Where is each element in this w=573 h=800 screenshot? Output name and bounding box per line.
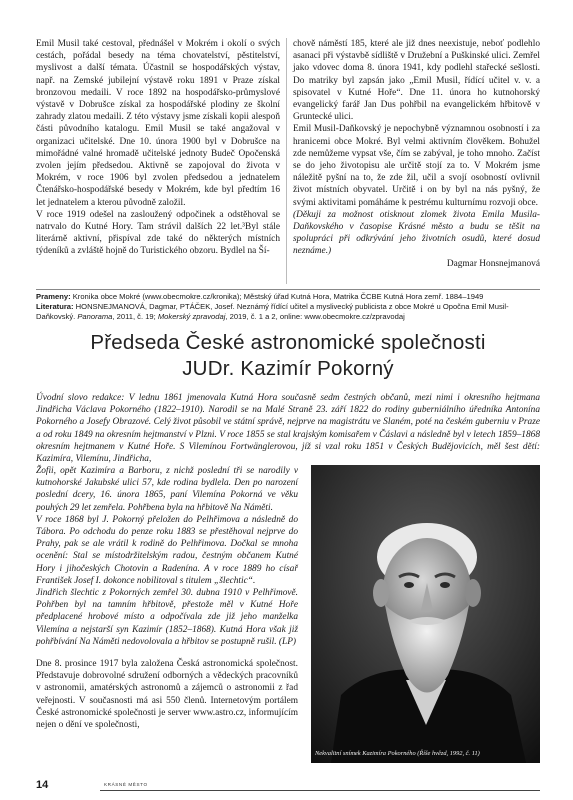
column-1 [36, 38, 280, 258]
editorial-intro: Úvodní slovo redakce: V lednu 1861 jmenovala Kutná Hora současně sedm čestných občanů, mezi nimi i okresního hejtmana Jindřicha Václava Pokorného (1822–1910). Narodil se na Malé Straně 23. září 1822 do rodiny guberniálního úředníka Antonína Pokorného a Josefy Obrazové. Celý život působil ve státní správě, nejprve na magistrátu ve Slaném, poté na českém guberniu v Praze a od roku 1849 na okresním hejtmanství v Plzni. V roce 1855 se stal krajským komisařem v Čáslavi a následně byl v letech 1859–1868 okresním hejtmanem v Kutné Hoře. S Vilemínou Fortwänglerovou, jíž si vzal roku 1851 v Českých Budějovicích, měl šest dětí: Kazimíra, Vilemínu, Jindřicha, [36, 393, 540, 465]
signature: Dagmar Honsnejmanová [446, 258, 540, 269]
column2-paragraph-1: chově náměstí 185, které ale již dnes neexistuje, neboť podlehlo asanaci při výstavbě sídliště v Družební a Puškinské ulici. Zemřel jako vdovec doma 8. února 1941, kdy podlehl stařecké sešlosti. Do matriky byl zapsán jako „Emil Musil, řídící učitel v. v. a spisovatel v Kutné Hoře“. Dne 11. února ho kutnohorský evangelický farář Jan Dus pohřbil na evangelickém hřbitově v Gruntecké ulici. [293, 39, 540, 123]
intro-continued-2: V roce 1868 byl J. Pokorný přeložen do Pelhřimova a následně do Tábora. Po odchodu do penze roku 1883 se přestěhoval nejprve do Prahy, pak se ale vrátil k rodině do Pelhřimova. Dočkal se mnoha ocenění: Stal se místodržitelským radou, čestným občanem Kutné Hory i jihočeských Chotovin a Radenína. A v roce 1889 ho císař František Josef I. dokonce nobilitoval s titulem „šlechtic“. [36, 514, 298, 586]
literatura-line [36, 302, 540, 322]
column2-paragraph-2: Emil Musil-Daňkovský je nepochybně významnou osobností i za hranicemi obce Mokré. Byl velmi aktivním člověkem. Bohužel zde nemůžeme vypsat vše, čím se zabýval, je toho mnoho. Začíst se do jeho životopisu ale určitě stojí za to. V Mokrém jsme náležitě pyšní na to, že zde žil, učil a svojí osobností ovlivnil život místních obyvatel. Určitě i on by byl na nás pyšný, že svými aktivitami pomáháme k pestrému kulturnímu rozvoji obce. [293, 124, 540, 208]
prameny-label: Prameny: [36, 292, 71, 301]
italic-note: (Děkuji za možnost otisknout zlomek života Emila Musila-Daňkovského v časopise Krásné město a budu se těšit na spolupráci při odkrývání jeho životních osudů, které dosud neznáme.) [293, 209, 540, 257]
literatura-label: Literatura: [36, 302, 74, 312]
intro-continued-1: Žofii, opět Kazimíra a Barboru, z nichž poslední tři se narodily v kutnohorské Jakubské ulici 57, kde rodina bydlela. Den po narození poslední dcery, 16. února 1865, paní Vilemína Pokorná ve věku pouhých 29 let zemřela. Pohřbena byla na hřbitově Na Náměti. [36, 466, 298, 513]
photo-caption: Nekvalitní snímek Kazimíra Pokorného (Říše hvězd, 1992, č. 11) [315, 750, 480, 757]
article-title [36, 330, 540, 382]
prameny-line [36, 292, 540, 302]
footer-rule [100, 790, 540, 791]
literatura-panorama: Panorama [77, 312, 113, 322]
column-divider [286, 38, 287, 284]
literatura-text-2: , 2011, č. 19; [112, 312, 158, 322]
section-divider [36, 289, 540, 290]
page-number: 14 [36, 779, 49, 791]
portrait-photo [311, 465, 540, 763]
prameny-text: Kronika obce Mokré (www.obecmokre.cz/kronika); Městský úřad Kutná Hora, Matrika ČCBE Kutná Hora zemř. 1884–1949 [70, 292, 484, 301]
sources-block [36, 292, 540, 323]
literatura-text-3: , 2019, č. 1 a 2, online: www.obecmokre.cz/zpravodaj [225, 312, 405, 322]
title-line-1: Předseda České astronomické společnosti [90, 331, 486, 354]
portrait-image [311, 465, 540, 763]
literatura-zpravodaj: Mokerský zpravodaj [157, 312, 226, 322]
title-line-2: JUDr. Kazimír Pokorný [182, 357, 394, 380]
intro-continued-3: Jindřich šlechtic z Pokorných zemřel 30. dubna 1910 v Pelhřimově. Pohřben byl na tamním hřbitově, přestože měl v Kutné Hoře předplacené hrobové místo a odpočívala zde již jeho manželka Vilemína a nejstarší syn Kazimír (1852–1868). Kutná Hora však již pohřbívání Na Náměti nedovolovala a hřbitov se postupně rušil. (LP) [36, 588, 298, 647]
column1-paragraph-2: V roce 1919 odešel na zasloužený odpočinek a odstěhoval se natrvalo do Kutné Hory. Tam strávil dalších 22 let.³Byl stále literárně aktivní, přispíval zde také do některých místních týdeníků a zvláště hojně do Turistického obzoru. Bydlel na Ší- [36, 209, 280, 257]
literatura-text: HONSNEJMANOVÁ, Dagmar, PTÁČEK, Josef. Neznámý řídící učitel a myslivecký publicista z obce Mokré u Opočna Emil Musil-Daňkovský. [36, 302, 509, 322]
running-head: KRÁSNÉ MĚSTO [104, 782, 148, 787]
column1-paragraph-1: Emil Musil také cestoval, přednášel v Mokrém i okolí o svých cestách, pořádal besedy na téma chovatelství, pěstitelství, myslivost a další témata. Účastnil se hospodářských výstav, např. na Zemské jubilejní výstavě roku 1891 v Praze získal bronzovou medaili. V roce 1892 na hospodářsko-průmyslové výstavě v Dobrušce získal za hospodářské plodiny ze školní zahrady zlatou medaili. Z této výstavy jsme získali kopii alespoň části původního katalogu. Emil Musil se také angažoval v organizaci učitelské. Dne 10. února 1900 byl v Dobrušce na mimořádné valné hromadě učitelské jednoty Budeč Opočenská zvolen jejím předsedou. Aktivně se zapojoval do života v Mokrém, v roce 1906 byl zvolen předsedou a jednatelem Čtenářsko-hospodářské besedy v Mokrém, kde byl předtím 16 let jednatelem a kterou původně založil. [36, 39, 280, 208]
article-body-paragraph: Dne 8. prosince 1917 byla založena Česká astronomická společnost. Představuje dobrovolné sdružení odborných a vědeckých pracovníků v astronomii, amatérských astronomů a zájemců o astronomii z řad veřejnosti. V současnosti má asi 550 členů. Internetovým portálem České astronomické společnosti je server www.astro.cz, informujícím nejen o dění ve společnosti, [36, 659, 298, 731]
column-2 [293, 38, 540, 270]
article-left-column [36, 465, 298, 731]
